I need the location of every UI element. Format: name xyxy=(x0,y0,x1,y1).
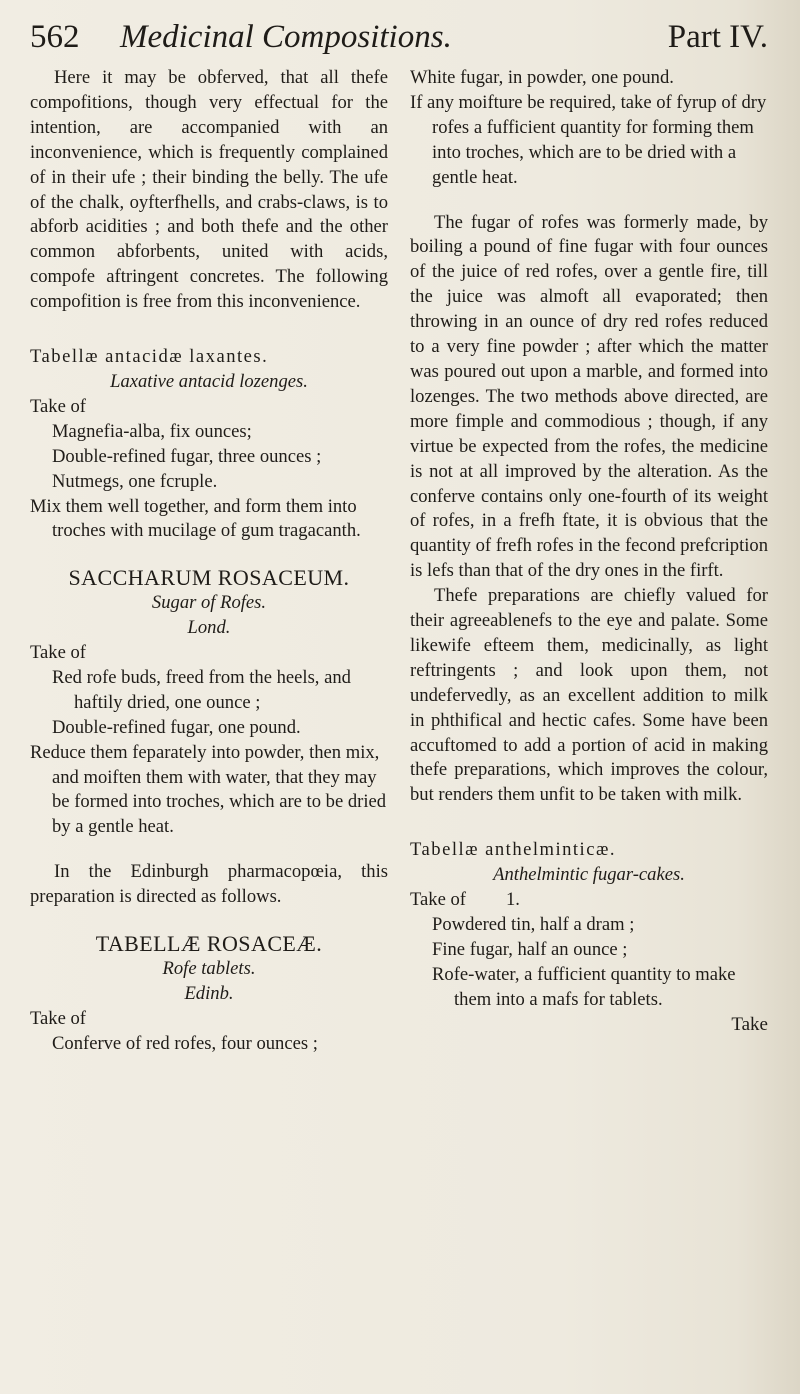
directions-paragraph: If any moifture be required, take of fyrup of dry rofes a fufficient quantity for forming them into troches, which are to be dried with a gentle heat. xyxy=(410,91,767,188)
page-number: 562 xyxy=(30,19,80,55)
edinburgh-note: In the Edinburgh pharmacopœia, this preparation is directed as follows. xyxy=(30,861,388,908)
directions-paragraph: Mix them well together, and form them into troches with mucilage of gum tragacanth. xyxy=(30,495,361,542)
preparations-paragraph: Thefe preparations are chiefly valued for their agreeablenefs to the eye and palate. Some likewife efteem them, medicinally, as light reftringents ; and look upon them, not undefervedly, as an excellent addition to milk in phthifical and hectic cafes. Some have been accuftomed to add a portion of acid in making thefe preparations, which improves the colour, but renders them unfit to be taken with milk. xyxy=(410,585,768,806)
tabellae-antacidae-heading: Tabellæ antacidæ laxantes. xyxy=(30,346,269,368)
ingredient-line: Double-refined fugar, three ounces ; xyxy=(52,445,322,467)
ingredient-line: Red rofe buds, freed from the heels, and haftily dried, one ounce ; xyxy=(52,666,351,713)
saccharum-subtitle: Sugar of Rofes. xyxy=(151,592,267,614)
tabellae-antacidae-subtitle: Laxative antacid lozenges. xyxy=(110,370,308,392)
tabellae-rosaceae-source: Edinb. xyxy=(184,982,234,1004)
left-column xyxy=(30,66,388,1057)
tabellae-rosaceae-heading: TABELLÆ ROSACEÆ. xyxy=(95,931,323,957)
ingredient-line: Conferve of red rofes, four ounces ; xyxy=(52,1032,318,1054)
part-label: Part IV. xyxy=(667,19,768,55)
running-header xyxy=(30,14,768,60)
recipe-number: 1. xyxy=(506,889,520,911)
take-of-label: Take of xyxy=(30,642,86,664)
ingredient-line: Nutmegs, one fcruple. xyxy=(52,470,218,492)
saccharum-rosaceum-heading: SACCHARUM ROSACEUM. xyxy=(68,565,350,591)
running-title: Medicinal Compositions. xyxy=(120,19,452,55)
take-of-label xyxy=(410,888,768,913)
take-of-text: Take of xyxy=(410,889,466,911)
ingredient-line: Double-refined fugar, one pound. xyxy=(52,716,301,738)
saccharum-source: Lond. xyxy=(187,617,231,639)
take-of-label: Take of xyxy=(30,395,86,417)
tabellae-anthelminticae-subtitle: Anthelmintic fugar-cakes. xyxy=(493,864,685,886)
ingredient-line: Rofe-water, a fufficient quantity to make them into a mafs for tablets. xyxy=(432,963,736,1010)
catchword: Take xyxy=(731,1013,768,1035)
tabellae-rosaceae-subtitle: Rofe tablets. xyxy=(162,958,256,979)
ingredient-line: Powdered tin, half a dram ; xyxy=(432,914,635,935)
tabellae-anthelminticae-heading: Tabellæ anthelminticæ. xyxy=(410,839,616,861)
ingredient-line: Magnefia-alba, fix ounces; xyxy=(52,420,252,442)
intro-paragraph: Here it may be obferved, that all thefe compofitions, though very effectual for the intention, are accompanied with an inconvenience, which is frequently complained of in their ufe ; their binding the belly. The ufe of the chalk, oyfterfhells, and crabs-claws, is to abforb acidities ; and both thefe and the other common abforbents, united with acids, compofe aftringent concretes. The following compofition is free from this inconvenience. xyxy=(30,67,388,313)
right-column xyxy=(410,66,768,1038)
sugar-of-roses-paragraph: The fugar of rofes was formerly made, by boiling a pound of fine fugar with four ounces of the juice of red rofes, over a gentle fire, till the juice was almoft all evaporated; then throwing in an ounce of dry red rofes reduced to a very fine powder ; after which the matter was poured out upon a marble, and formed into lozenges. The two methods above directed, are more fimple and commodious ; though, if any virtue be expected from the rofes, the medicine is not at all improved by the alteration. As the conferve contains only one-fourth of its weight of rofes, in a frefh ftate, it is obvious that the quantity of frefh rofes in the fecond prefcription is lefs than that of the dry ones in the firft. xyxy=(410,211,768,582)
ingredient-line: White fugar, in powder, one pound. xyxy=(410,67,674,88)
take-of-label: Take of xyxy=(30,1007,86,1029)
directions-paragraph: Reduce them feparately into powder, then mix, and moiften them with water, that they may be formed into troches, which are to be dried by a gentle heat. xyxy=(30,741,387,838)
ingredient-line: Fine fugar, half an ounce ; xyxy=(432,938,628,960)
